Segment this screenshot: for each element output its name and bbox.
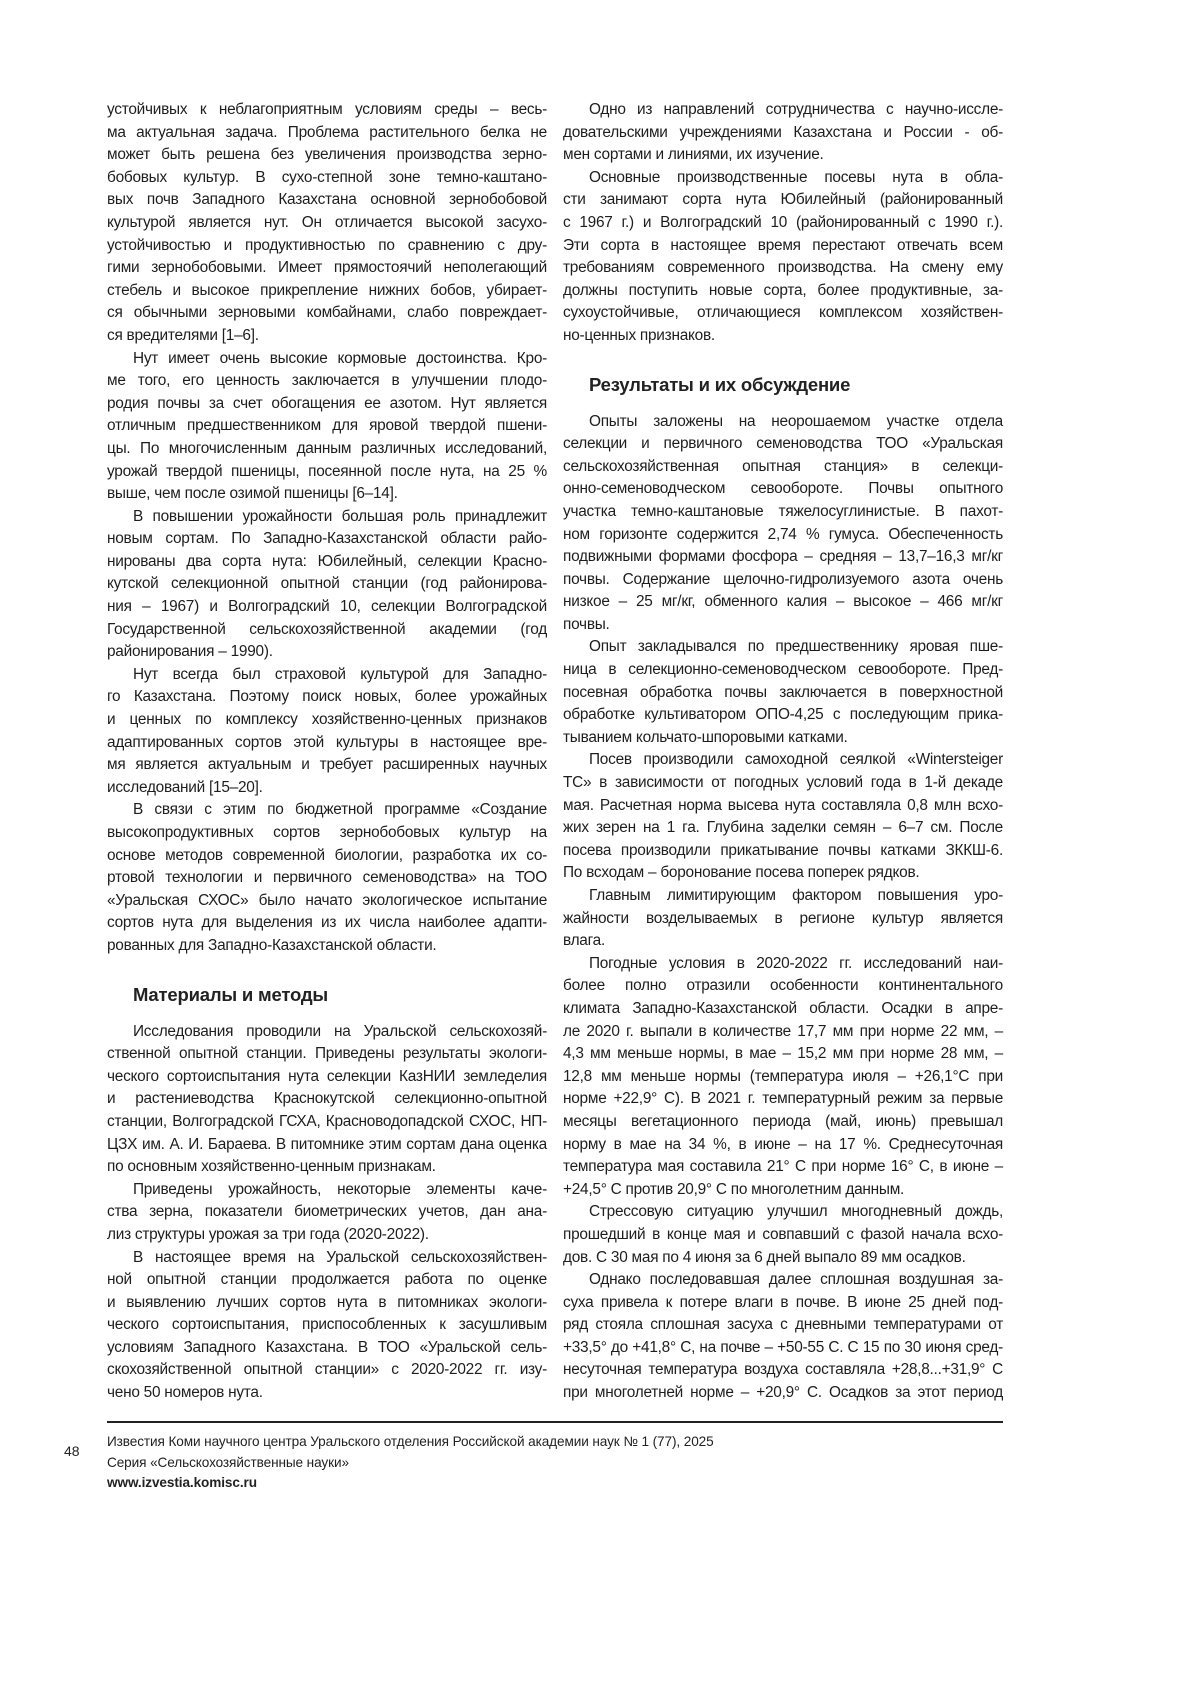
section-heading: Результаты и их обсуждение (589, 373, 1003, 397)
paragraph (107, 506, 547, 664)
text-line: довательскими учреждениями Казахстана и России - об- (563, 122, 1003, 145)
text-line: норме +22,9° С). В 2021 г. температурный режим за первые (563, 1088, 1003, 1111)
paragraph (107, 348, 547, 506)
text-line: ся обычными зерновыми комбайнами, слабо повреждает- (107, 302, 547, 325)
section-heading: Материалы и методы (133, 983, 547, 1007)
text-line: по основным хозяйственно-ценным признакам. (107, 1156, 547, 1179)
text-line: ся вредителями [1–6]. (107, 325, 547, 348)
text-line: ственной опытной станции. Приведены результаты экологи- (107, 1043, 547, 1066)
text-line: ческого сортоиспытания, приспособленных к засушливым (107, 1314, 547, 1337)
text-line: несуточная температура воздуха составляла +28,8...+31,9° С (563, 1359, 1003, 1382)
journal-url[interactable]: www.izvestia.komisc.ru (107, 1473, 714, 1494)
text-line: го Казахстана. Поэтому поиск новых, более урожайных (107, 686, 547, 709)
paragraph (563, 749, 1003, 885)
text-line: новым сортам. По Западно-Казахстанской области райо- (107, 528, 547, 551)
text-line: родия почвы за счет обогащения ее азотом. Нут является (107, 393, 547, 416)
paragraph (107, 664, 547, 800)
paragraph (563, 885, 1003, 953)
text-line: +24,5° С против 20,9° С по многолетним данным. (563, 1179, 1003, 1202)
footer (107, 1432, 714, 1494)
text-line: 12,8 мм меньше нормы (температура июля – +26,1°С при (563, 1066, 1003, 1089)
paragraph (563, 636, 1003, 749)
text-line: тыванием кольчато-шпоровыми катками. (563, 727, 1003, 750)
text-line: подвижными формами фосфора – средняя – 13,7–16,3 мг/кг (563, 546, 1003, 569)
text-line: По всходам – боронование посева поперек рядков. (563, 862, 1003, 885)
text-line: жайности возделываемых в регионе культур является (563, 908, 1003, 931)
text-line: жих зерен на 1 га. Глубина заделки семян – 6–7 см. После (563, 817, 1003, 840)
text-line: адаптированных сортов этой культуры в настоящее вре- (107, 732, 547, 755)
paragraph (107, 1179, 547, 1247)
journal-series: Серия «Сельскохозяйственные науки» (107, 1453, 714, 1474)
text-line: при многолетней норме – +20,9° С. Осадков за этот период (563, 1382, 1003, 1405)
text-line: сортов нута для выделения из их числа наиболее адапти- (107, 912, 547, 935)
text-line: вых почв Западного Казахстана основной зернобобовой (107, 189, 547, 212)
paragraph (107, 99, 547, 348)
text-line: ческого сортоиспытания нута селекции КазНИИ земледелия (107, 1066, 547, 1089)
text-line: гими зернобобовыми. Имеет прямостоячий неполегающий (107, 257, 547, 280)
text-line: сти занимают сорта нута Юбилейный (районированный (563, 189, 1003, 212)
text-line: Одно из направлений сотрудничества с научно-иссле- (563, 99, 1003, 122)
text-line: TC» в зависимости от погодных условий года в 1-й декаде (563, 772, 1003, 795)
text-line: Нут имеет очень высокие кормовые достоинства. Кро- (107, 348, 547, 371)
text-line: ной опытной станции продолжается работа по оценке (107, 1269, 547, 1292)
text-line: селекции и первичного семеноводства ТОО «Уральская (563, 433, 1003, 456)
text-line: влага. (563, 930, 1003, 953)
text-line: +33,5° до +41,8° С, на почве – +50-55 С. С 15 по 30 июня сред- (563, 1337, 1003, 1360)
text-line: устойчивых к неблагоприятным условиям среды – весь- (107, 99, 547, 122)
text-line: сухоустойчивые, отличающиеся комплексом хозяйствен- (563, 302, 1003, 325)
text-line: ртовой технологии и первичного семеноводства» на ТОО (107, 867, 547, 890)
text-line: Погодные условия в 2020-2022 гг. исследований наи- (563, 953, 1003, 976)
text-line: требованиям современного производства. На смену ему (563, 257, 1003, 280)
text-line: мен сортами и линиями, их изучение. (563, 144, 1003, 167)
paragraph (563, 953, 1003, 1202)
paragraph (563, 1201, 1003, 1269)
text-line: стебель и высокое прикрепление нижних бобов, убирает- (107, 280, 547, 303)
text-line: суха привела к потере влаги в почве. В июне 25 дней под- (563, 1292, 1003, 1315)
paragraph (107, 1247, 547, 1405)
text-line: климата Западно-Казахстанской области. Осадки в апре- (563, 998, 1003, 1021)
text-line: ница в селекционно-семеноводческом севообороте. Пред- (563, 659, 1003, 682)
text-line: может быть решена без увеличения производства зерно- (107, 144, 547, 167)
text-line: ле 2020 г. выпали в количестве 17,7 мм при норме 22 мм, – (563, 1021, 1003, 1044)
text-line: Стрессовую ситуацию улучшил многодневный дождь, (563, 1201, 1003, 1224)
text-line: В связи с этим по бюджетной программе «Создание (107, 799, 547, 822)
text-line: исследований [15–20]. (107, 777, 547, 800)
text-line: скохозяйственной опытной станции» с 2020-2022 гг. изу- (107, 1359, 547, 1382)
journal-citation: Известия Коми научного центра Уральского отделения Российской академии наук № 1 (77), 2025 (107, 1432, 714, 1453)
text-line: и ценных по комплексу хозяйственно-ценных признаков (107, 709, 547, 732)
text-line: Однако последовавшая далее сплошная воздушная за- (563, 1269, 1003, 1292)
text-line: Государственной сельскохозяйственной академии (год (107, 619, 547, 642)
text-line: должны поступить новые сорта, более продуктивные, за- (563, 280, 1003, 303)
text-line: онно-семеноводческом севообороте. Почвы опытного (563, 478, 1003, 501)
text-line: почвы. (563, 614, 1003, 637)
text-line: Главным лимитирующим фактором повышения уро- (563, 885, 1003, 908)
text-line: кутской селекционной опытной станции (год районирова- (107, 573, 547, 596)
text-line: высокопродуктивных сортов зернобобовых культур на (107, 822, 547, 845)
text-line: но-ценных признаков. (563, 325, 1003, 348)
text-line: районирования – 1990). (107, 641, 547, 664)
text-line: Опыты заложены на неорошаемом участке отдела (563, 411, 1003, 434)
paragraph (107, 799, 547, 957)
text-line: культурой является нут. Он отличается высокой засухо- (107, 212, 547, 235)
paragraph (563, 167, 1003, 348)
text-line: Опыт закладывался по предшественнику яровая пше- (563, 636, 1003, 659)
text-line: температура мая составила 21° С при норме 16° С, в июне – (563, 1156, 1003, 1179)
text-line: Исследования проводили на Уральской сельскохозяй- (107, 1021, 547, 1044)
text-line: станции, Волгоградской ГСХА, Красноводопадской СХОС, НП- (107, 1111, 547, 1134)
text-line: участка темно-каштановые тяжелосуглинистые. В пахот- (563, 501, 1003, 524)
text-line: рованных для Западно-Казахстанской области. (107, 935, 547, 958)
text-line: В настоящее время на Уральской сельскохозяйствен- (107, 1247, 547, 1270)
text-line: устойчивостью и продуктивностью по сравнению с дру- (107, 235, 547, 258)
text-line: и растениеводства Краснокутской селекционно-опытной (107, 1088, 547, 1111)
text-line: почвы. Содержание щелочно-гидролизуемого азота очень (563, 569, 1003, 592)
text-line: отличным предшественником для яровой твердой пшени- (107, 415, 547, 438)
paragraph (563, 411, 1003, 637)
text-line: сельскохозяйственная опытная станция» в селекци- (563, 456, 1003, 479)
text-line: выше, чем после озимой пшеницы [6–14]. (107, 483, 547, 506)
text-line: В повышении урожайности большая роль принадлежит (107, 506, 547, 529)
text-line: более полно отразили особенности континентального (563, 975, 1003, 998)
text-line: ряд стояла сплошная засуха с дневными температурами от (563, 1314, 1003, 1337)
text-line: ния – 1967) и Волгоградский 10, селекции Волгоградской (107, 596, 547, 619)
text-line: с 1967 г.) и Волгоградский 10 (районированный с 1990 г.). (563, 212, 1003, 235)
text-line: ме того, его ценность заключается в улучшении плодо- (107, 370, 547, 393)
text-line: посева производили прикатывание почвы катками ЗККШ-6. (563, 840, 1003, 863)
paragraph (107, 1021, 547, 1179)
text-line: нированы два сорта нута: Юбилейный, селекции Красно- (107, 551, 547, 574)
text-line: обработке культиватором ОПО-4,25 с последующим прика- (563, 704, 1003, 727)
footer-divider (107, 1421, 1003, 1423)
text-line: месяцы вегетационного периода (май, июнь) превышал (563, 1111, 1003, 1134)
text-line: мая. Расчетная норма высева нута составляла 0,8 млн всхо- (563, 795, 1003, 818)
text-line: дов. С 30 мая по 4 июня за 6 дней выпало 89 мм осадков. (563, 1247, 1003, 1270)
text-line: прошедший в конце мая и совпавший с фазой начала всхо- (563, 1224, 1003, 1247)
text-line: лиз структуры урожая за три года (2020-2022). (107, 1224, 547, 1247)
paragraph (563, 1269, 1003, 1405)
text-line: Эти сорта в настоящее время перестают отвечать всем (563, 235, 1003, 258)
right-column (563, 99, 1003, 1405)
text-line: ЦЗХ им. А. И. Бараева. В питомнике этим сортам дана оценка (107, 1134, 547, 1157)
text-line: ма актуальная задача. Проблема растительного белка не (107, 122, 547, 145)
text-line: мя является актуальным и требует расширенных научных (107, 754, 547, 777)
text-line: Основные производственные посевы нута в обла- (563, 167, 1003, 190)
page-number: 48 (64, 1443, 80, 1459)
text-line: ном горизонте содержится 2,74 % гумуса. Обеспеченность (563, 524, 1003, 547)
text-line: 4,3 мм меньше нормы, в мае – 15,2 мм при норме 28 мм, – (563, 1043, 1003, 1066)
text-line: Нут всегда был страховой культурой для Западно- (107, 664, 547, 687)
text-line: низкое – 25 мг/кг, обменного калия – высокое – 466 мг/кг (563, 591, 1003, 614)
text-line: норму в мае на 34 %, в июне – на 17 %. Среднесуточная (563, 1134, 1003, 1157)
text-line: чено 50 номеров нута. (107, 1382, 547, 1405)
text-line: урожай твердой пшеницы, посеянной после нута, на 25 % (107, 461, 547, 484)
text-line: «Уральская СХОС» было начато экологическое испытание (107, 890, 547, 913)
text-line: посевная обработка почвы заключается в поверхностной (563, 682, 1003, 705)
text-line: и выявлению лучших сортов нута в питомниках экологи- (107, 1292, 547, 1315)
text-line: основе методов современной биологии, разработка их со- (107, 845, 547, 868)
paragraph (563, 99, 1003, 167)
text-line: Посев производили самоходной сеялкой «Wintersteiger (563, 749, 1003, 772)
text-line: Приведены урожайность, некоторые элементы каче- (107, 1179, 547, 1202)
text-line: цы. По многочисленным данным различных исследований, (107, 438, 547, 461)
text-line: ства зерна, показатели биометрических учетов, дан ана- (107, 1201, 547, 1224)
text-line: бобовых культур. В сухо-степной зоне темно-каштано- (107, 167, 547, 190)
text-line: условиям Западного Казахстана. В ТОО «Уральской сель- (107, 1337, 547, 1360)
left-column (107, 99, 547, 1405)
